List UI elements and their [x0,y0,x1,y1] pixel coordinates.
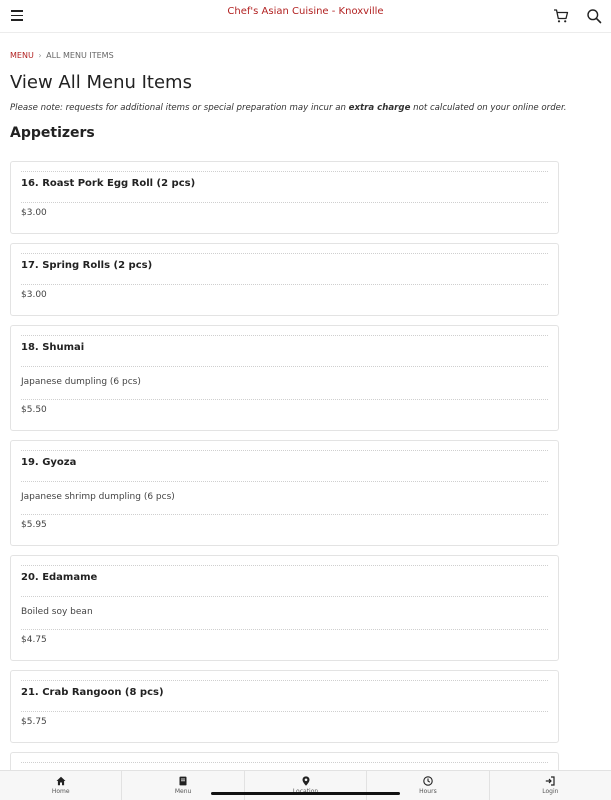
notice-after: not calculated on your online order. [410,103,567,113]
breadcrumb-current: ALL MENU ITEMS [46,51,114,60]
nav-login[interactable] [490,771,611,800]
section-title: Appetizers [10,125,95,141]
menu-item-name: 20. Edamame [21,572,98,583]
breadcrumb-menu-link[interactable]: MENU [10,51,34,60]
menu-item-name: 21. Crab Rangoon (8 pcs) [21,687,164,698]
nav-menu[interactable] [122,771,244,800]
menu-item-name: 16. Roast Pork Egg Roll (2 pcs) [21,178,196,189]
top-bar [0,0,611,33]
breadcrumb [10,51,114,60]
menu-item-description: Japanese dumpling (6 pcs) [21,377,141,387]
menu-item-price: $4.75 [21,635,47,645]
menu-item-name: 19. Gyoza [21,457,77,468]
menu-item-price: $3.00 [21,208,47,218]
menu-item-description: Boiled soy bean [21,607,93,617]
bottom-nav [0,770,611,800]
nav-home-label: Home [51,788,70,795]
menu-item-description: Japanese shrimp dumpling (6 pcs) [21,492,175,502]
nav-home[interactable] [0,771,122,800]
menu-item-price: $5.95 [21,520,47,530]
breadcrumb-separator: › [38,51,42,60]
home-indicator [211,792,400,795]
menu-item-price: $3.00 [21,290,47,300]
menu-book-icon [178,776,188,786]
notice-bold: extra charge [348,103,411,113]
menu-item-price: $5.75 [21,717,47,727]
menu-item-card[interactable] [10,325,559,431]
menu-item-card[interactable] [10,440,559,546]
menu-item-card[interactable] [10,243,559,316]
clock-icon [423,776,433,786]
notice-before: Please note: requests for additional items or special preparation may incur an [10,103,349,113]
site-title[interactable]: Chef's Asian Cuisine - Knoxville [227,6,384,17]
home-icon [56,776,66,786]
search-icon[interactable] [586,8,602,24]
nav-menu-label: Menu [174,788,192,795]
menu-item-card[interactable] [10,555,559,661]
cart-icon[interactable] [553,8,569,24]
page-title: View All Menu Items [10,72,192,93]
nav-hours-label: Hours [419,788,437,795]
menu-item-name: 18. Shumai [21,342,85,353]
notice-text [10,103,566,113]
menu-item-card[interactable] [10,670,559,743]
login-icon [545,776,555,786]
menu-item-price: $5.50 [21,405,47,415]
menu-item-card[interactable] [10,161,559,234]
nav-location[interactable] [245,771,367,800]
nav-hours[interactable] [367,771,489,800]
menu-item-name: 17. Spring Rolls (2 pcs) [21,260,153,271]
nav-login-label: Login [542,788,559,795]
location-pin-icon [301,776,311,786]
